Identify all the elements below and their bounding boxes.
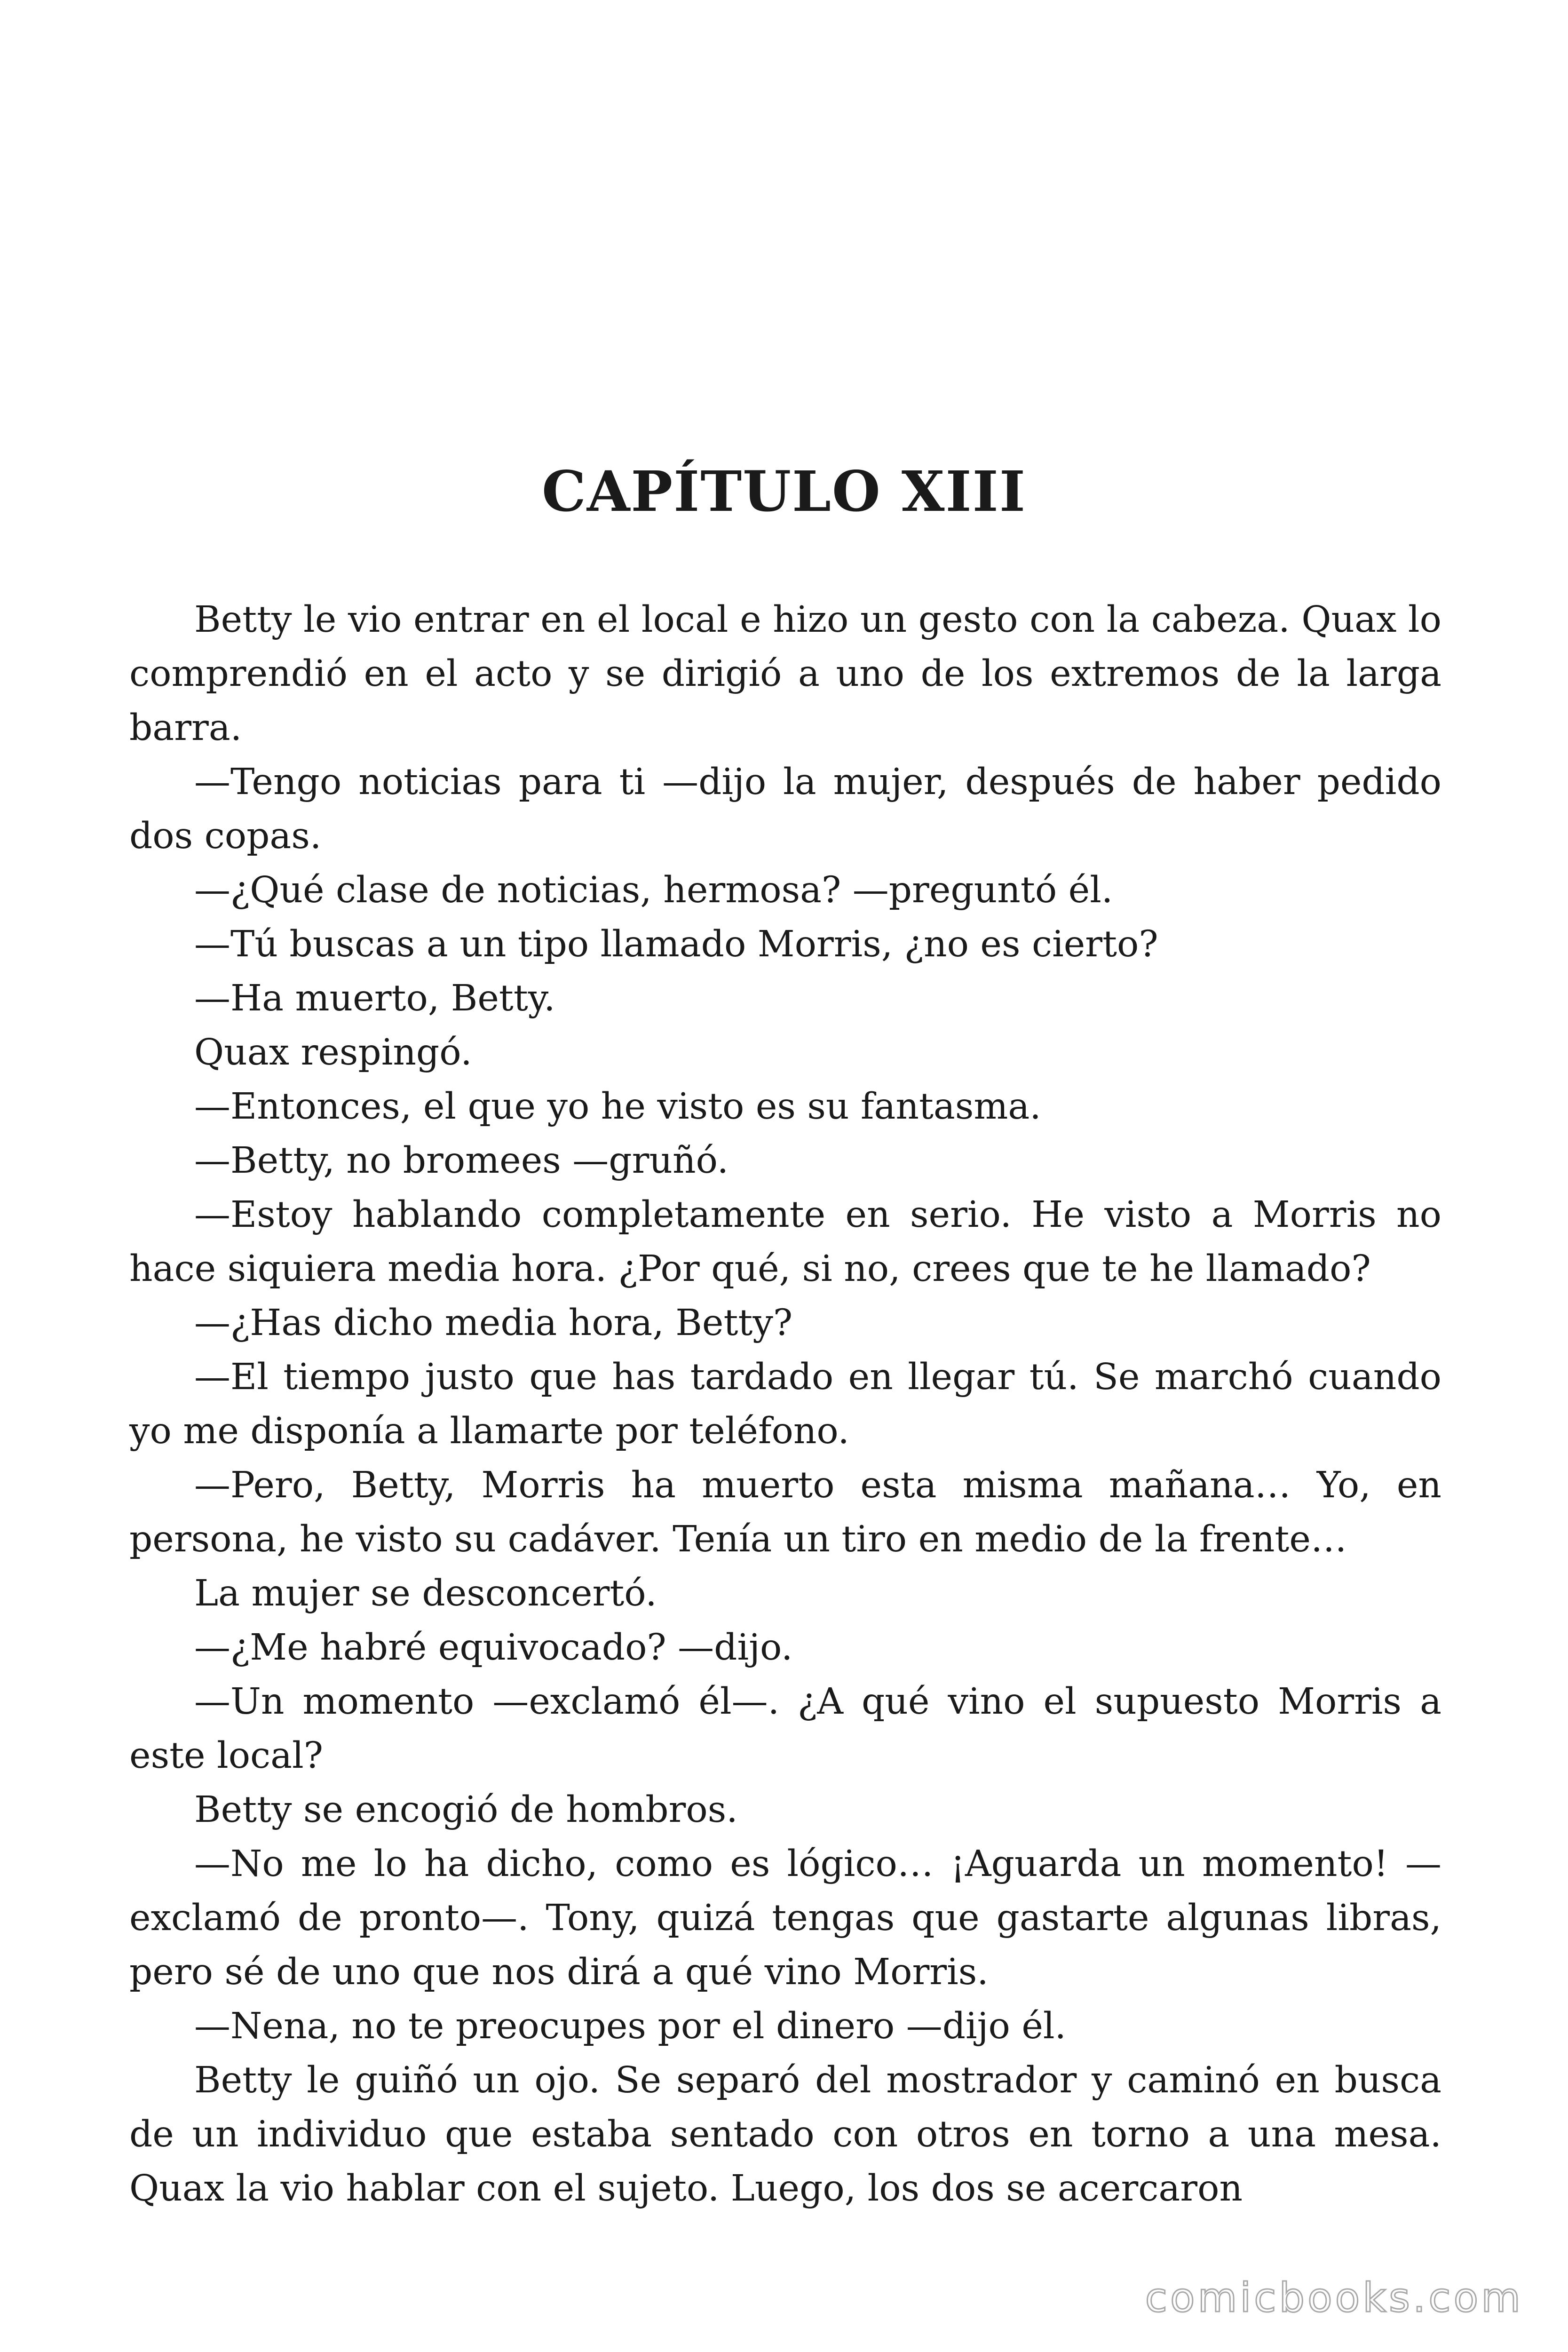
paragraph: La mujer se desconcertó. — [194, 1573, 657, 1614]
paragraph: —El tiempo justo que has tardado en llegar tú. Se marchó cuando yo me disponía a llamarte por teléfono. — [129, 1356, 1441, 1452]
paragraph: —Betty, no bromees —gruñó. — [194, 1140, 729, 1182]
paragraph: —Un momento —exclamó él—. ¿A qué vino el supuesto Morris a este local? — [129, 1681, 1441, 1777]
paragraph: —Ha muerto, Betty. — [194, 977, 555, 1019]
paragraph: Quax respingó. — [194, 1032, 472, 1073]
paragraph: —Tú buscas a un tipo llamado Morris, ¿no es cierto? — [194, 923, 1158, 965]
paragraph: —Entonces, el que yo he visto es su fantasma. — [194, 1086, 1041, 1128]
paragraph: —Estoy hablando completamente en serio. He visto a Morris no hace siquiera media hora. ¿Por qué, si no, crees que te he llamado? — [129, 1194, 1441, 1290]
paragraph: —Tengo noticias para ti —dijo la mujer, después de haber pedido dos copas. — [129, 761, 1441, 857]
paragraph: Betty se encogió de hombros. — [194, 1789, 738, 1831]
paragraph: —¿Qué clase de noticias, hermosa? —preguntó él. — [194, 869, 1113, 911]
paragraph: Betty le guiñó un ojo. Se separó del mostrador y caminó en busca de un individuo que estaba sentado con otros en torno a una mesa. Quax la vio hablar con el sujeto. Luego, los dos se acercaron — [129, 2059, 1441, 2209]
chapter-text — [129, 593, 1441, 2216]
paragraph: Betty le vio entrar en el local e hizo un gesto con la cabeza. Quax lo comprendió en el acto y se dirigió a uno de los extremos de la larga barra. — [129, 599, 1441, 749]
chapter-title: CAPÍTULO XIII — [541, 459, 1027, 524]
paragraph: —Pero, Betty, Morris ha muerto esta misma mañana… Yo, en persona, he visto su cadáver. Tenía un tiro en medio de la frente… — [129, 1464, 1441, 1560]
paragraph: —No me lo ha dicho, como es lógico… ¡Aguarda un momento! —exclamó de pronto—. Tony, quizá tengas que gastarte algunas libras, pero sé de uno que nos dirá a qué vino Morris. — [129, 1843, 1441, 1993]
paragraph: —¿Has dicho media hora, Betty? — [194, 1302, 793, 1344]
paragraph: —Nena, no te preocupes por el dinero —dijo él. — [194, 2005, 1067, 2047]
paragraph: —¿Me habré equivocado? —dijo. — [194, 1627, 793, 1669]
watermark: comicbooks.com — [1145, 2274, 1523, 2321]
